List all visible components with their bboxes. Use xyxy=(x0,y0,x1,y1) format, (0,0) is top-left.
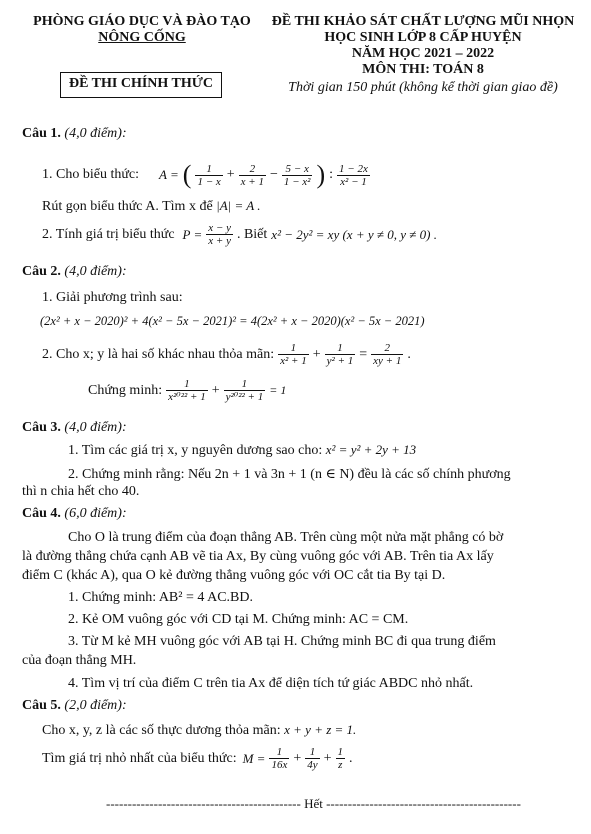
department-name: PHÒNG GIÁO DỤC VÀ ĐÀO TẠO xyxy=(33,14,251,29)
q4-part4: 4. Tìm vị trí của điểm C trên tia Ax để diện tích tứ giác ABDC nhỏ nhất. xyxy=(68,676,474,691)
q2-part2: 2. Cho x; y là hai số khác nhau thỏa mãn: $\frac{1}{\text{x² + 1}}$ + $\frac{1}{\text{y² + 1}}$ = $\frac{2}{xy + 1}$ . xyxy=(42,342,411,367)
q5-var-m: M = xyxy=(242,750,266,766)
official-label: ĐỀ THI CHÍNH THỨC xyxy=(68,76,214,91)
q2-part2-text: 2. Cho x; y là hai số khác nhau thỏa mãn: xyxy=(42,346,275,362)
q5-find: Tìm giá trị nhỏ nhất của biểu thức: M = $\frac{1}{16x}$ + $\frac{1}{4y}$ + $\frac{1}{z}$ . xyxy=(42,746,353,771)
q1-task xyxy=(42,198,261,215)
q2-part1-text: 1. Giải phương trình sau: xyxy=(42,290,183,305)
q1-var-a: A = xyxy=(159,167,179,182)
q1-frac4: $\frac{1 - 2x}{\text{x² − 1}}$ xyxy=(339,162,368,188)
end-marker xyxy=(106,796,521,812)
q2-points: (4,0 điểm): xyxy=(64,264,127,279)
q1-part2-equation: x² − 2y² = xy (x + y ≠ 0, y ≠ 0) . xyxy=(271,226,437,242)
q4-intro-line1: Cho O là trung điểm của đoạn thẳng AB. Trên cùng một nửa mặt phẳng có bờ xyxy=(68,530,504,545)
q4-part3-line1: 3. Từ M kẻ MH vuông góc với AB tại H. Chứng minh BC đi qua trung điểm xyxy=(68,634,496,649)
q1-part2-text: 2. Tính giá trị biểu thức xyxy=(42,226,175,242)
q1-task-text: Rút gọn biểu thức A. Tìm x để xyxy=(42,199,213,214)
q1-part2 xyxy=(42,222,437,247)
q1-part2-given: . Biết xyxy=(236,226,268,242)
q2-label: Câu 2. xyxy=(22,264,61,279)
subject: MÔN THI: TOÁN 8 xyxy=(362,62,484,77)
q3-part1-text: 1. Tìm các giá trị x, y nguyên dương sao cho: xyxy=(68,443,323,458)
q5-frac3: $\frac{1}{z}$ xyxy=(337,746,344,771)
q3-part1 xyxy=(68,442,416,459)
q1-part1: 1. Cho biểu thức: A = ( $\frac{1}{1 - x}$ + $\frac{2}{x + 1}$ − $\frac{5 - x}{\text{1 − x²}}$ ) : $\frac{1 - 2x}{\text{x² − 1}}$ xyxy=(42,160,368,189)
q1-part1-text: 1. Cho biểu thức: xyxy=(42,167,140,182)
q2-prove-frac2: $\frac{1}{\text{y²⁰²² + 1}}$ xyxy=(225,378,264,403)
q5-heading xyxy=(22,698,127,714)
q3-part2-line1: 2. Chứng minh rằng: Nếu 2n + 1 và 3n + 1 (n ∈ N) đều là các số chính phương xyxy=(68,467,511,482)
q1-frac2: $\frac{2}{x + 1}$ xyxy=(240,162,264,188)
district-name: NÔNG CỐNG xyxy=(98,30,186,45)
q1-frac1: $\frac{1}{1 - x}$ xyxy=(197,162,221,188)
dashes-left: --------------------------------------------- xyxy=(106,796,301,811)
paren-open-icon: ( xyxy=(182,160,192,189)
duration: Thời gian 150 phút (không kể thời gian giao đề) xyxy=(288,80,558,95)
q4-points: (6,0 điểm): xyxy=(64,506,127,521)
paren-close-icon: ) xyxy=(316,160,326,189)
q2-frac2: $\frac{1}{\text{y² + 1}}$ xyxy=(326,342,354,367)
q2-part1-equation: (2x² + x − 2020)² + 4(x² − 5x − 2021)² = 4(2x² + x − 2020)(x² − 5x − 2021) xyxy=(40,314,425,328)
q3-part1-equation: x² = y² + 2y + 13 xyxy=(325,442,417,457)
q2-frac1: $\frac{1}{\text{x² + 1}}$ xyxy=(280,342,307,367)
school-year: NĂM HỌC 2021 – 2022 xyxy=(351,46,495,61)
q5-frac2: $\frac{1}{4y}$ xyxy=(307,746,318,771)
q3-heading xyxy=(22,420,127,436)
q2-prove-text: Chứng minh: xyxy=(88,382,163,398)
q3-part2-line2: thì n chia hết cho 40. xyxy=(22,484,140,499)
q5-points: (2,0 điểm): xyxy=(64,698,127,713)
q3-points: (4,0 điểm): xyxy=(64,420,127,435)
q5-given xyxy=(42,722,356,739)
q5-label: Câu 5. xyxy=(22,698,61,713)
q5-find-text: Tìm giá trị nhỏ nhất của biểu thức: xyxy=(42,750,237,766)
q2-heading xyxy=(22,264,127,280)
q5-given-text: Cho x, y, z là các số thực dương thỏa mãn: xyxy=(42,723,281,738)
q4-part3-line2: của đoạn thẳng MH. xyxy=(22,653,137,668)
q4-part1: 1. Chứng minh: AB² = 4 AC.BD. xyxy=(68,590,253,605)
exam-title-line1: ĐỀ THI KHẢO SÁT CHẤT LƯỢNG MŨI NHỌN xyxy=(271,14,575,29)
q1-part2-frac: $\frac{x - y}{x + y}$ xyxy=(208,222,231,247)
q4-heading xyxy=(22,506,127,522)
q2-frac3: $\frac{2}{xy + 1}$ xyxy=(373,342,402,367)
q5-frac1: $\frac{1}{16x}$ xyxy=(271,746,288,771)
q1-task-condition: |A| = A . xyxy=(216,198,261,213)
dashes-right: --------------------------------------------- xyxy=(326,796,521,811)
q4-label: Câu 4. xyxy=(22,506,61,521)
q1-var-p: P = xyxy=(182,226,203,242)
q3-label: Câu 3. xyxy=(22,420,61,435)
q2-prove-frac1: $\frac{1}{\text{x²⁰²² + 1}}$ xyxy=(168,378,206,403)
q4-intro-line3: điểm C (khác A), qua O kẻ đường thẳng vuông góc với OC cắt tia By tại D. xyxy=(22,568,446,583)
q1-points: (4,0 điểm): xyxy=(64,126,127,141)
q5-given-equation: x + y + z = 1. xyxy=(284,722,357,737)
q1-frac3: $\frac{5 - x}{\text{1 − x²}}$ xyxy=(283,162,311,188)
q2-prove: Chứng minh: $\frac{1}{\text{x²⁰²² + 1}}$ + $\frac{1}{\text{y²⁰²² + 1}}$ = 1 xyxy=(88,378,287,403)
q1-label: Câu 1. xyxy=(22,126,61,141)
q2-prove-end: = 1 xyxy=(269,383,287,397)
q4-intro-line2: là đường thẳng chứa cạnh AB vẽ tia Ax, By cùng vuông góc với AB. Trên tia Ax lấy xyxy=(22,549,494,564)
q4-part2: 2. Kẻ OM vuông góc với CD tại M. Chứng minh: AC = CM. xyxy=(68,612,409,627)
q1-heading xyxy=(22,126,127,142)
exam-title-line2: HỌC SINH LỚP 8 CẤP HUYỆN xyxy=(324,30,522,45)
end-word: Hết xyxy=(304,796,323,811)
